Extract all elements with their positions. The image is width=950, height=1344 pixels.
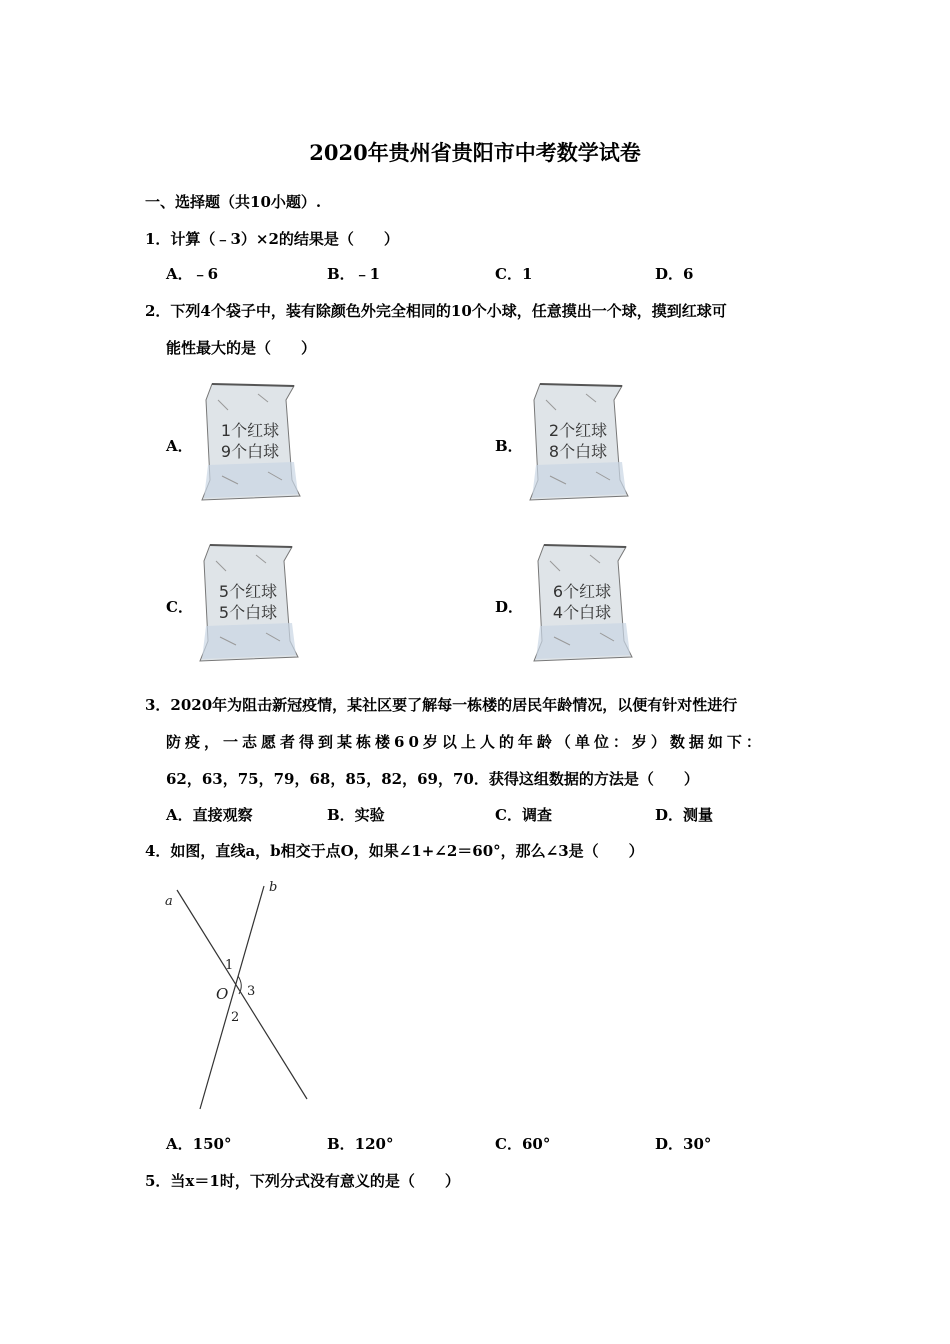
bag-d-red-text: 6个红球: [552, 582, 612, 601]
q2-bag-d-image: [530, 541, 634, 665]
bag-a-white-text: 9个白球: [220, 442, 280, 461]
label-point-o: O: [216, 985, 229, 1003]
q2-option-b-label: B．: [495, 437, 523, 455]
intersecting-lines-figure: [160, 873, 320, 1118]
bag-b-red-text: 2个红球: [548, 421, 608, 440]
q1-option-b: B．﹣1: [327, 265, 381, 283]
question-5: 5．当x＝1时，下列分式没有意义的是（ ）: [145, 1172, 460, 1190]
section-heading: 一、选择题（共10小题）.: [145, 193, 322, 211]
q4-option-c: C．60°: [495, 1135, 551, 1153]
label-angle-1: 1: [225, 958, 234, 973]
q4-option-b: B．120°: [327, 1135, 394, 1153]
q4-option-a: A．150°: [166, 1135, 232, 1153]
q2-bag-b-image: [526, 380, 630, 504]
question-3-line-3: 62，63，75，79，68，85，82，69，70．获得这组数据的方法是（ ）: [166, 770, 699, 788]
q3-option-b: B．实验: [327, 806, 385, 824]
bag-c-red-text: 5个红球: [218, 582, 278, 601]
question-1: 1．计算（﹣3）×2的结果是（ ）: [145, 230, 399, 248]
q1-option-d: D．6: [655, 265, 694, 283]
question-3-line-2: 防疫，一志愿者得到某栋楼60岁以上人的年龄（单位：岁）数据如下：: [166, 733, 765, 751]
q1-option-c: C．1: [495, 265, 533, 283]
label-b: b: [269, 880, 278, 895]
bag-b-white-text: 8个白球: [548, 442, 608, 461]
q2-option-c-label: C．: [166, 598, 193, 616]
q2-option-d-label: D．: [495, 598, 524, 616]
q3-option-d: D．测量: [655, 806, 714, 824]
bag-d-white-text: 4个白球: [552, 603, 612, 622]
question-2-line-2: 能性最大的是（ ）: [166, 339, 317, 357]
label-angle-3: 3: [247, 984, 256, 999]
label-angle-2: 2: [231, 1010, 240, 1025]
q3-option-a: A．直接观察: [166, 806, 253, 824]
line-a: [177, 890, 307, 1099]
question-2-line-1: 2．下列4个袋子中，装有除颜色外完全相同的10个小球，任意摸出一个球，摸到红球可: [145, 302, 727, 320]
q2-option-a-label: A．: [166, 437, 193, 455]
q3-option-c: C．调查: [495, 806, 552, 824]
q1-option-a: A．﹣6: [166, 265, 219, 283]
question-3-line-1: 3．2020年为阻击新冠疫情，某社区要了解每一栋楼的居民年龄情况，以便有针对性进行: [145, 696, 738, 714]
bag-c-white-text: 5个白球: [218, 603, 278, 622]
q4-option-d: D．30°: [655, 1135, 712, 1153]
q2-bag-a-image: [198, 380, 302, 504]
bag-a-red-text: 1个红球: [220, 421, 280, 440]
question-4: 4．如图，直线a，b相交于点O，如果∠1+∠2＝60°，那么∠3是（ ）: [145, 842, 644, 860]
label-a: a: [165, 894, 173, 909]
q2-bag-c-image: [196, 541, 300, 665]
exam-title: 2020年贵州省贵阳市中考数学试卷: [309, 140, 641, 165]
